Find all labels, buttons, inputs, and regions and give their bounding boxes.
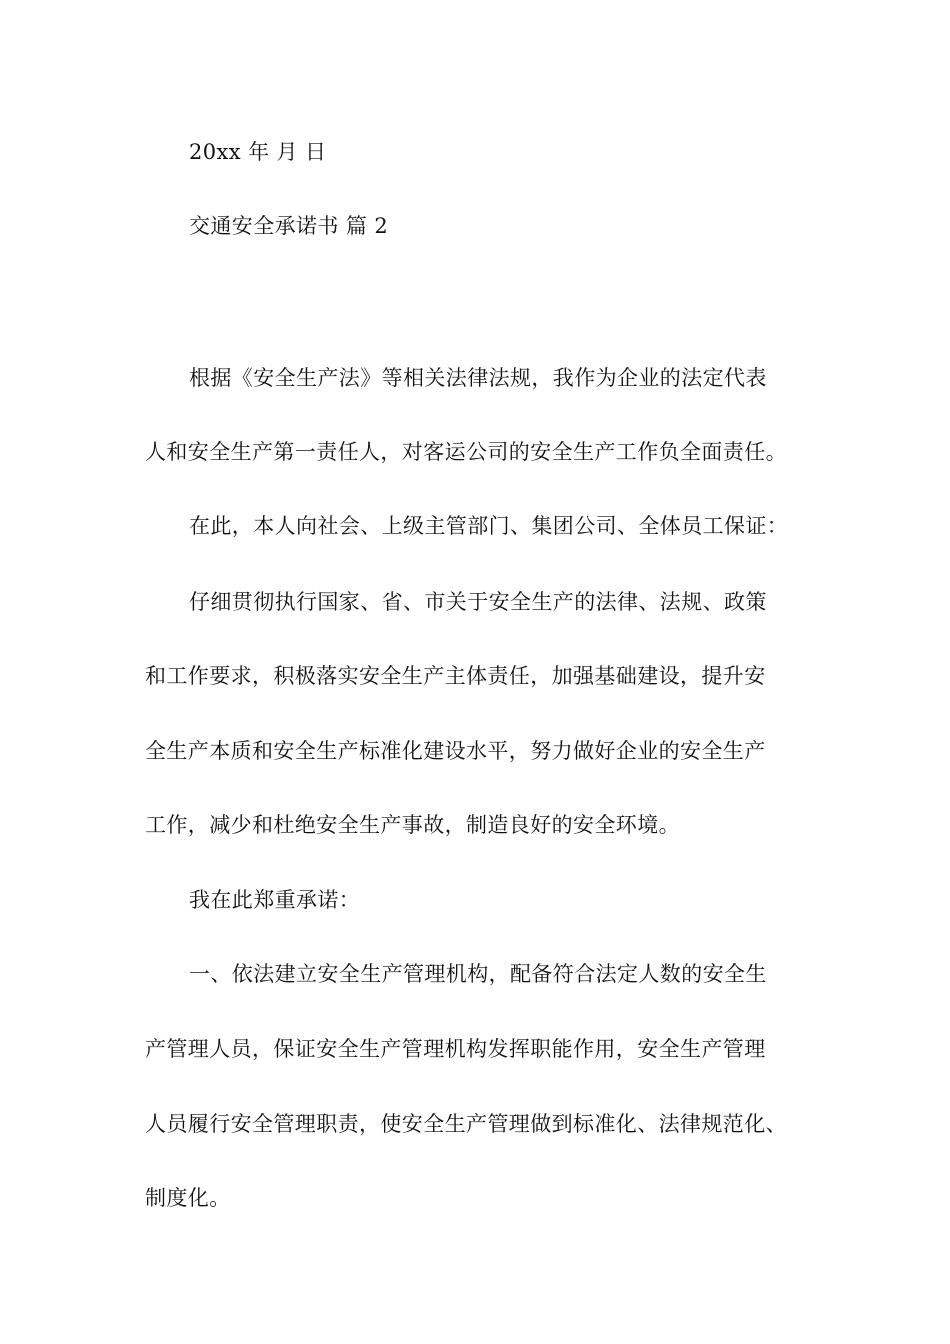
paragraph-line: 工作，减少和杜绝安全生产事故，制造良好的安全环境。 [145, 813, 680, 837]
paragraph-line: 产管理人员，保证安全生产管理机构发挥职能作用，安全生产管理 [145, 1037, 766, 1061]
paragraph-line: 仔细贯彻执行国家、省、市关于安全生产的法律、法规、政策 [189, 590, 767, 614]
paragraph-line: 人和安全生产第一责任人，对客运公司的安全生产工作负全面责任。 [145, 440, 787, 464]
paragraph-line: 制度化。 [145, 1186, 231, 1210]
date-line: 20xx 年 月 日 [189, 140, 327, 164]
paragraph-line: 全生产本质和安全生产标准化建设水平，努力做好企业的安全生产 [145, 739, 766, 763]
paragraph-line: 人员履行安全管理职责，使安全生产管理做到标准化、法律规范化、 [145, 1112, 787, 1136]
paragraph-line: 和工作要求，积极落实安全生产主体责任，加强基础建设，提升安 [145, 664, 766, 688]
paragraph-line: 在此，本人向社会、上级主管部门、集团公司、全体员工保证： [189, 514, 789, 538]
paragraph-line: 我在此郑重承诺： [189, 888, 361, 912]
paragraph-line: 一、依法建立安全生产管理机构，配备符合法定人数的安全生 [189, 962, 767, 986]
section-title: 交通安全承诺书 篇 2 [189, 214, 389, 238]
paragraph-line: 根据《安全生产法》等相关法律法规，我作为企业的法定代表 [189, 366, 767, 390]
